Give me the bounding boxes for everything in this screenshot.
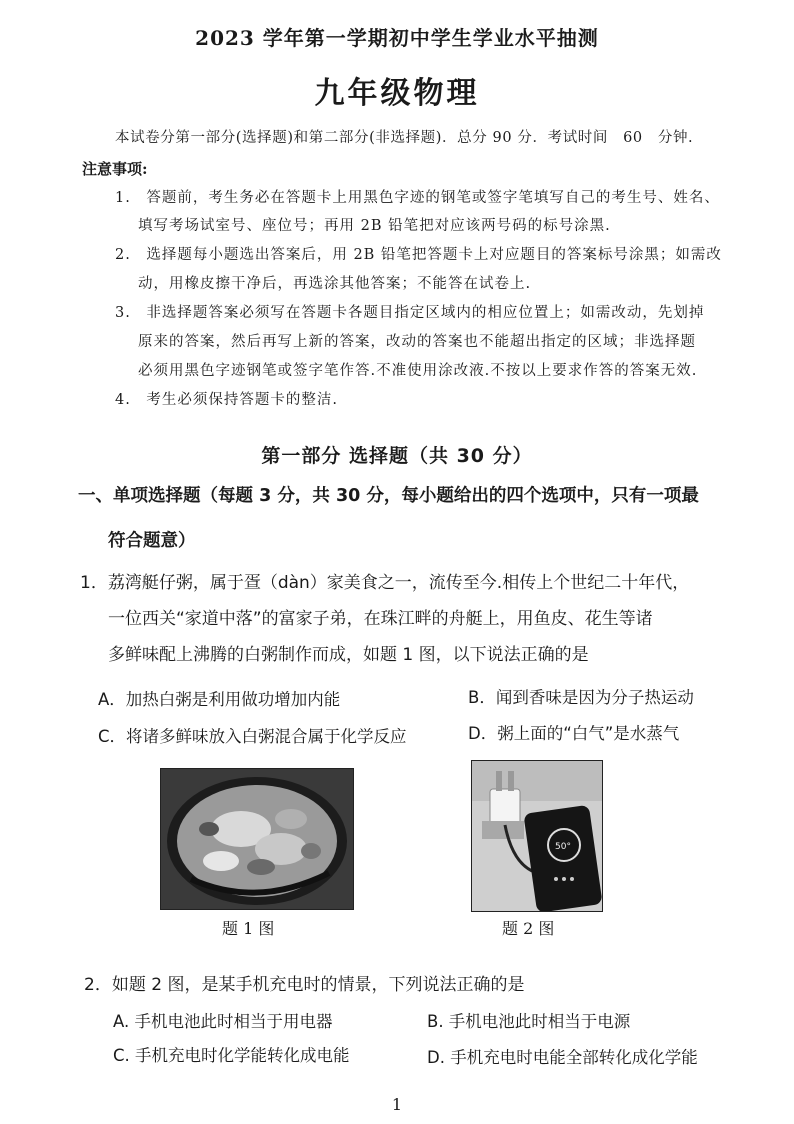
- q1-option-a: A．加热白粥是利用做功增加内能: [98, 690, 341, 709]
- q2-option-a: A. 手机电池此时相当于用电器: [113, 1012, 333, 1031]
- q1-stem-line-2: 一位西关“家道中落”的富家子弟，在珠江畔的舟艇上，用鱼皮、花生等诸: [108, 609, 653, 629]
- q1-option-c: C．将诸多鲜味放入白粥混合属于化学反应: [98, 727, 407, 746]
- notice-item-3-line-2: 原来的答案，然后再写上新的答案，改动的答案也不能超出指定的区域；非选择题: [138, 334, 696, 350]
- notice-item-4-line-1: 4. 考生必须保持答题卡的整洁.: [115, 392, 338, 408]
- q2-option-d: D. 手机充电时电能全部转化成化学能: [427, 1048, 698, 1067]
- figure-1-caption: 题 1 图: [222, 919, 275, 938]
- q1-option-d: D．粥上面的“白气”是水蒸气: [468, 724, 680, 743]
- notice-item-3-line-3: 必须用黑色字迹钢笔或签字笔作答.不准使用涂改液.不按以上要求作答的答案无效.: [138, 363, 698, 379]
- notice-item-1-line-1: 1. 答题前，考生务必在答题卡上用黑色字迹的钢笔或签字笔填写自己的考生号、姓名、: [115, 190, 720, 206]
- exam-title: 九年级物理: [314, 76, 480, 111]
- notice-item-2-line-2: 动，用橡皮擦干净后，再选涂其他答案；不能答在试卷上.: [138, 276, 532, 292]
- notice-item-2-line-1: 2. 选择题每小题选出答案后，用 2B 铅笔把答题卡上对应题目的答案标号涂黑；如需改: [115, 247, 722, 263]
- page-number: 1: [391, 1095, 403, 1114]
- figure-2-caption: 题 2 图: [502, 919, 555, 938]
- notice-item-3-line-1: 3. 非选择题答案必须写在答题卡各题目指定区域内的相应位置上；如需改动，先划掉: [115, 305, 705, 321]
- exam-header: 2023 学年第一学期初中学生学业水平抽测: [195, 26, 599, 50]
- q1-stem-line-3: 多鲜味配上沸腾的白粥制作而成，如题 1 图，以下说法正确的是: [108, 645, 589, 665]
- section-title: 第一部分 选择题（共 30 分）: [261, 445, 533, 467]
- exam-intro: 本试卷分第一部分(选择题)和第二部分(非选择题)．总分 90 分．考试时间 60 分钟.: [115, 130, 694, 146]
- notice-heading: 注意事项:: [82, 160, 148, 178]
- q2-option-b: B. 手机电池此时相当于电源: [427, 1012, 631, 1031]
- figure-1-congee-photo: [160, 768, 354, 910]
- phone-charging-image: [472, 761, 602, 911]
- q1-stem-line-1: 1．荔湾艇仔粥，属于疍（dàn）家美食之一，流传至今.相传上个世纪二十年代，: [80, 573, 690, 593]
- notice-item-1-line-2: 填写考场试室号、座位号；再用 2B 铅笔把对应该两号码的标号涂黑.: [138, 218, 611, 234]
- q1-option-b: B．闻到香味是因为分子热运动: [468, 688, 694, 707]
- mcq-heading: 一、单项选择题（每题 3 分，共 30 分，每小题给出的四个选项中，只有一项最: [78, 486, 699, 506]
- congee-bowl-image: [161, 769, 353, 909]
- q2-option-c: C. 手机充电时化学能转化成电能: [113, 1046, 350, 1065]
- figure-2-phone-photo: [471, 760, 603, 912]
- mcq-heading-cont: 符合题意）: [108, 531, 196, 551]
- q2-stem-line-1: 2．如题 2 图，是某手机充电时的情景，下列说法正确的是: [84, 975, 525, 995]
- phone-screen-text: 50°: [555, 842, 571, 852]
